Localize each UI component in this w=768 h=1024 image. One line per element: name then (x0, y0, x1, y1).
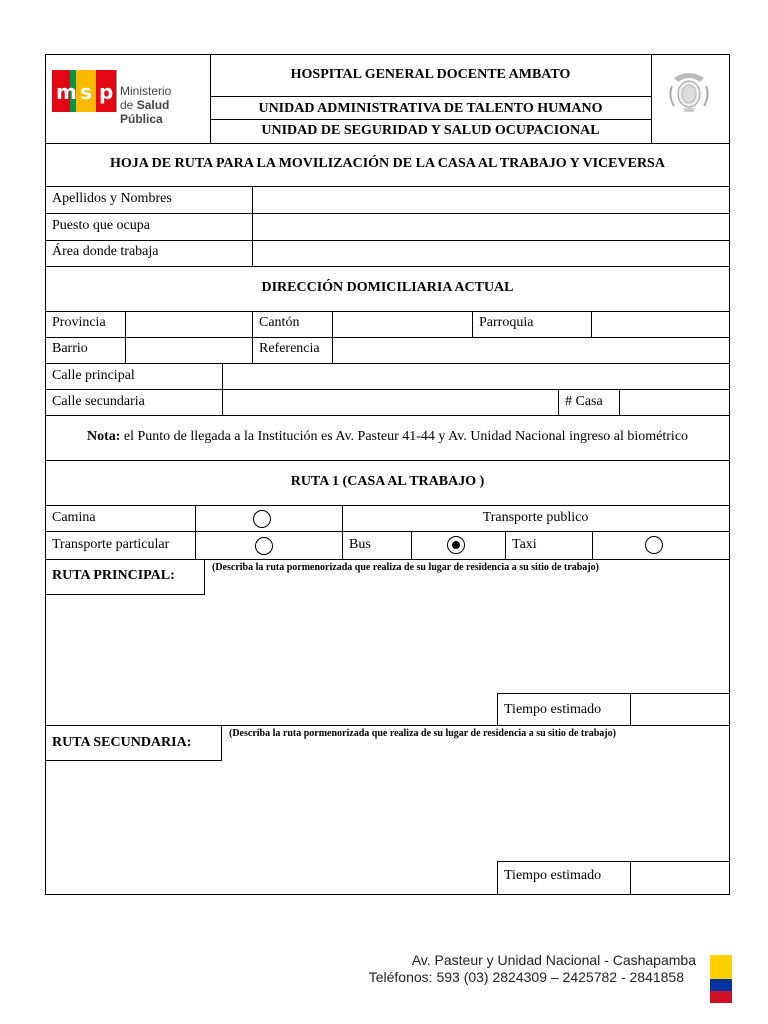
canton-field[interactable] (333, 312, 472, 337)
coat-of-arms-icon (664, 66, 714, 116)
svg-text:s: s (80, 80, 92, 104)
row-divider (45, 460, 730, 461)
col-divider (411, 531, 412, 559)
secondary-route-instruction: (Describa la ruta pormenorizada que realiza de su lugar de residencia a su sitio de trabajo) (229, 728, 616, 739)
form-title: HOJA DE RUTA PARA LA MOVILIZACIÓN DE LA CASA AL TRABAJO Y VICEVERSA (110, 156, 665, 171)
arrival-note (45, 429, 730, 445)
private-transport-label: Transporte particular (52, 537, 170, 552)
house-number-label: # Casa (565, 394, 603, 409)
position-label: Puesto que ocupa (52, 218, 150, 233)
row-divider (45, 505, 730, 506)
secondary-route-label: RUTA SECUNDARIA: (52, 735, 192, 750)
svg-text:m: m (56, 80, 77, 104)
sub-unit-name: UNIDAD DE SEGURIDAD Y SALUD OCUPACIONAL (261, 123, 600, 138)
bus-radio[interactable] (447, 536, 465, 554)
ministry-logo (52, 62, 207, 126)
parish-label: Parroquia (479, 315, 534, 330)
province-label: Provincia (52, 315, 106, 330)
footer-phones: Teléfonos: 593 (03) 2824309 – 2425782 - 2841858 (368, 969, 684, 985)
col-divider (195, 505, 196, 559)
private-transport-radio[interactable] (255, 537, 273, 555)
note-label: Nota: (86, 429, 121, 444)
row-divider (45, 266, 730, 267)
route1-title: RUTA 1 (CASA AL TRABAJO ) (290, 474, 485, 489)
ministry-name-bold: Salud Pública (120, 98, 170, 126)
main-route-label: RUTA PRINCIPAL: (52, 568, 175, 583)
col-divider (472, 311, 473, 337)
taxi-label: Taxi (512, 537, 537, 552)
main-route-description-field[interactable] (46, 596, 729, 693)
names-field[interactable] (253, 187, 729, 213)
walk-radio[interactable] (253, 510, 271, 528)
work-area-label: Área donde trabaja (52, 244, 159, 259)
note-text: el Punto de llegada a la Institución es Av. Pasteur 41-44 y Av. Unidad Nacional ingreso al biométrico (120, 429, 689, 444)
walk-label: Camina (52, 510, 96, 525)
taxi-radio[interactable] (645, 536, 663, 554)
province-field[interactable] (126, 312, 252, 337)
address-section-title: DIRECCIÓN DOMICILIARIA ACTUAL (261, 280, 514, 295)
ministry-name-prefix: de (120, 98, 137, 112)
main-route-instruction: (Describa la ruta pormenorizada que realiza de su lugar de residencia a su sitio de trabajo) (212, 562, 599, 573)
main-route-time-label: Tiempo estimado (504, 702, 602, 717)
bus-label: Bus (349, 537, 371, 552)
secondary-route-time-label: Tiempo estimado (504, 868, 602, 883)
main-street-field[interactable] (223, 364, 729, 389)
house-number-field[interactable] (620, 390, 729, 415)
col-divider (505, 531, 506, 559)
secondary-route-time-field[interactable] (631, 862, 729, 894)
work-area-field[interactable] (253, 241, 729, 266)
parish-field[interactable] (592, 312, 729, 337)
selected-dot (452, 541, 460, 549)
neighborhood-field[interactable] (126, 338, 252, 363)
secondary-route-description-field[interactable] (46, 762, 729, 861)
main-street-label: Calle principal (52, 368, 135, 383)
secondary-street-field[interactable] (223, 390, 558, 415)
reference-label: Referencia (259, 341, 320, 356)
svg-text:p: p (99, 80, 114, 104)
unit-name: UNIDAD ADMINISTRATIVA DE TALENTO HUMANO (258, 101, 603, 116)
header-divider (210, 96, 651, 97)
ecuador-flag-icon (710, 955, 732, 1003)
public-transport-label: Transporte publico (482, 510, 589, 525)
row-divider (45, 531, 730, 532)
names-label: Apellidos y Nombres (52, 191, 172, 206)
header-divider (210, 119, 651, 120)
header-divider (651, 54, 652, 144)
col-divider (558, 389, 559, 415)
header-divider (45, 143, 730, 144)
row-divider (45, 415, 730, 416)
reference-field[interactable] (333, 338, 729, 363)
position-field[interactable] (253, 214, 729, 240)
col-divider (592, 531, 593, 559)
hospital-name: HOSPITAL GENERAL DOCENTE AMBATO (290, 67, 571, 82)
main-route-time-field[interactable] (631, 694, 729, 725)
ministry-name-line1: Ministerio (120, 84, 172, 98)
canton-label: Cantón (259, 315, 300, 330)
secondary-street-label: Calle secundaria (52, 394, 145, 409)
footer-address: Av. Pasteur y Unidad Nacional - Cashapamba (411, 952, 696, 968)
neighborhood-label: Barrio (52, 341, 88, 356)
